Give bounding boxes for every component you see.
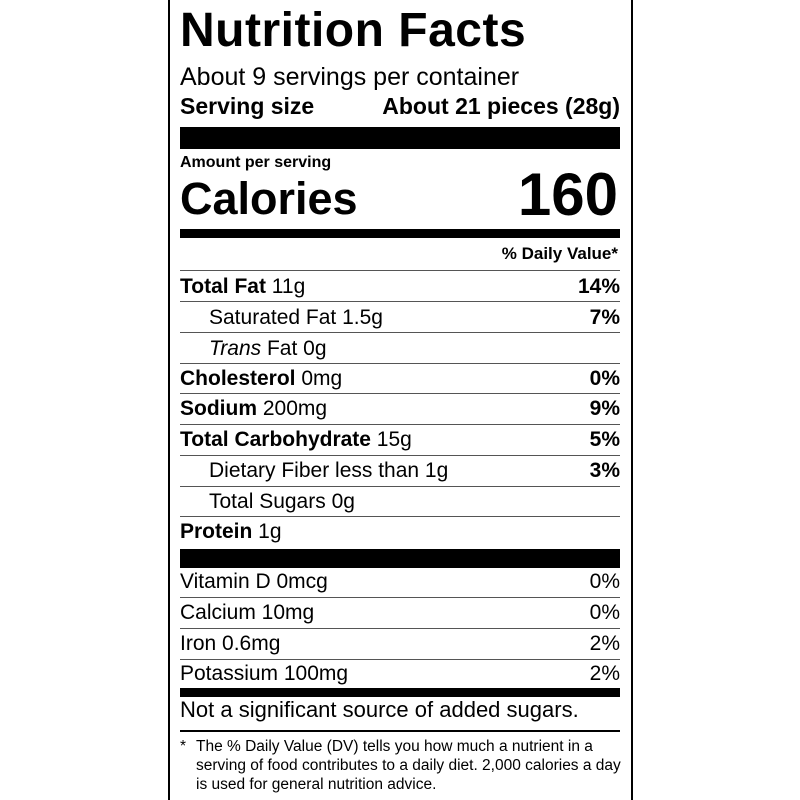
nutrient-amount: Total Sugars 0g: [209, 490, 355, 513]
thick-divider: [180, 549, 620, 568]
vitamin-name: Iron 0.6mg: [180, 632, 281, 655]
nutrient-name: Cholesterol: [180, 367, 296, 390]
thick-divider: [180, 127, 620, 149]
nutrient-name: Sodium: [180, 397, 257, 420]
vitamin-name: Calcium 10mg: [180, 601, 315, 624]
nutrient-amount: 1g: [252, 520, 282, 543]
nutrient-amount: 15g: [370, 428, 412, 451]
nutrient-row-total-carbohydrate: [180, 425, 620, 455]
row-divider: [180, 332, 620, 333]
vitamin-row-calcium: [180, 598, 620, 628]
vitamin-name: Potassium 100mg: [180, 662, 349, 685]
vitamin-percent: 0%: [589, 601, 620, 624]
vitamin-row-iron: [180, 629, 620, 659]
nutrient-amount: Saturated Fat 1.5g: [209, 306, 383, 329]
nutrient-name: Total Fat: [180, 275, 266, 298]
nutrient-name: Trans: [209, 337, 262, 360]
nutrient-row-saturated-fat: [180, 303, 620, 333]
vitamin-percent: 2%: [589, 632, 620, 655]
nutrient-row-trans-fat: [180, 334, 620, 364]
nutrient-name: Total Carbohydrate: [180, 428, 371, 451]
servings-per-container: About 9 servings per container: [180, 63, 520, 91]
nutrient-percent: 7%: [589, 306, 620, 329]
medium-divider: [180, 229, 620, 238]
row-divider: [180, 301, 620, 302]
thin-divider: [180, 730, 620, 732]
amount-per-serving: Amount per serving: [180, 154, 332, 171]
nutrient-row-total-sugars: [180, 487, 620, 517]
vitamin-percent: 2%: [589, 662, 620, 685]
daily-value-header: % Daily Value*: [501, 244, 618, 263]
nutrient-percent: 14%: [577, 275, 620, 298]
footnote-star: *: [180, 738, 187, 755]
calories-label: Calories: [180, 173, 358, 224]
nutrient-row-dietary-fiber: [180, 456, 620, 486]
nutrient-row-sodium: [180, 394, 620, 424]
nutrient-amount: 200mg: [257, 397, 328, 420]
nutrient-percent: 5%: [589, 428, 620, 451]
nutrient-amount: 11g: [265, 275, 306, 298]
serving-size-row: [180, 93, 620, 120]
nutrient-name: Protein: [180, 520, 253, 543]
row-divider: [180, 270, 620, 271]
nutrient-row-cholesterol: [180, 364, 620, 394]
medium-divider: [180, 688, 620, 697]
vitamin-row-vitamin-d: [180, 567, 620, 597]
serving-size-value: About 21 pieces (28g): [382, 93, 620, 119]
calories-value: 160: [517, 161, 618, 228]
footnote-text: The % Daily Value (DV) tells you how much a nutrient in a serving of food contributes to a daily diet. 2,000 calories a day is used for general nutrition advice.: [196, 738, 621, 793]
nutrient-percent: 9%: [589, 397, 620, 420]
vitamin-name: Vitamin D 0mcg: [180, 570, 328, 593]
nutrient-row-protein: [180, 517, 620, 547]
label-title: Nutrition Facts: [180, 4, 527, 57]
serving-size-label: Serving size: [180, 93, 315, 119]
nutrient-percent: 3%: [589, 459, 620, 482]
vitamin-row-potassium: [180, 659, 620, 689]
vitamin-percent: 0%: [589, 570, 620, 593]
nutrient-amount: Fat 0g: [261, 337, 327, 360]
nutrient-percent: 0%: [589, 367, 620, 390]
nutrient-amount: Dietary Fiber less than 1g: [209, 459, 449, 482]
added-sugars-note: Not a significant source of added sugars.: [180, 697, 579, 722]
nutrient-row-total-fat: [180, 272, 620, 302]
daily-value-footnote: [180, 737, 625, 794]
nutrient-amount: 0mg: [295, 367, 343, 390]
